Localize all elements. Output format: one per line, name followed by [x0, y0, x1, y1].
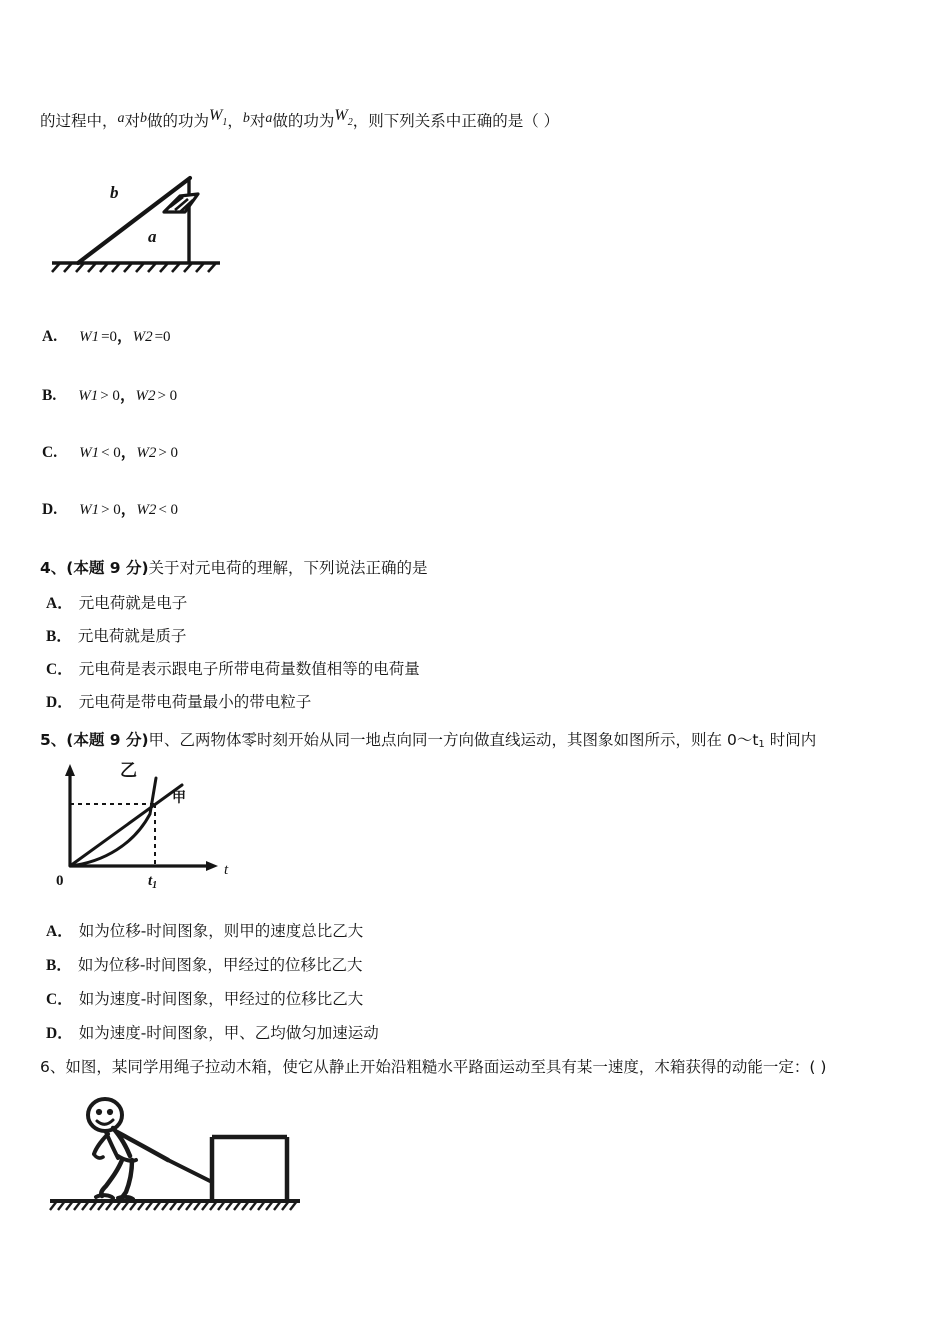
q3-option-d-label: D. — [42, 501, 58, 518]
q3-option-c-w2-sub: 2 — [148, 445, 157, 461]
q3-stem-prefix: 的过程中， — [40, 112, 118, 131]
q5-option-b-text: 如为位移-时间图象，甲经过的位移比乙大 — [77, 956, 363, 974]
q6-stem-text: 如图，某同学用绳子拉动木箱，使它从静止开始沿粗糙水平路面运动至具有某一速度，木箱获得的动能一定：( ) — [65, 1058, 827, 1076]
q5-option-d-label: D． — [46, 1025, 73, 1042]
x-axis-arrow — [206, 861, 218, 871]
person-arm-left — [94, 1134, 108, 1154]
q5-points: (本题 9 分) — [66, 731, 149, 749]
person-foot-front — [118, 1197, 133, 1199]
q3-w2-symbol: W — [334, 107, 348, 124]
q5-option-a[interactable] — [46, 919, 363, 941]
q3-option-b[interactable] — [42, 383, 177, 405]
q4-option-a-label: A． — [46, 595, 73, 612]
q3-option-a-label: A. — [42, 328, 58, 345]
q3-option-a-rel1: =0 — [101, 329, 118, 345]
curve-label-jia: 甲 — [172, 791, 186, 806]
incline-hypotenuse — [78, 178, 190, 263]
q3-option-c-w1: W — [79, 445, 92, 461]
incline-label-a: a — [148, 227, 157, 246]
q3-option-a-w2: W — [132, 329, 146, 345]
graph-tick-t1: $t_1$ — [148, 873, 158, 890]
q4-option-d-label: D． — [46, 694, 73, 711]
q3-w1-subscript: 1 — [222, 116, 228, 128]
graph-origin-label: 0 — [56, 873, 64, 889]
q3-option-b-w1: W — [78, 388, 91, 404]
q5-option-a-label: A． — [46, 923, 73, 940]
q6-figure-person-pulling-box — [40, 1090, 330, 1225]
person-eye-right — [107, 1109, 113, 1115]
q3-option-c-rel2: > 0 — [158, 445, 179, 461]
graph-x-axis-label: t — [224, 862, 229, 878]
q3-option-d-w1: W — [79, 502, 92, 518]
rope — [168, 1160, 212, 1182]
q3-option-b-label: B. — [42, 387, 57, 404]
q3-option-b-rel1: > 0 — [100, 388, 120, 404]
q5-figure-motion-graph — [42, 758, 257, 890]
q3-option-a-sep: ， — [117, 327, 133, 345]
q6-stem — [40, 1056, 826, 1079]
q4-option-b-label: B． — [46, 628, 72, 645]
q3-option-b-rel2: > 0 — [157, 388, 178, 404]
curve-label-yi: 乙 — [120, 761, 137, 780]
q6-number: 6、 — [40, 1058, 66, 1076]
q3-w1-symbol: W — [209, 107, 223, 124]
q3-option-b-w1-sub: 1 — [90, 388, 99, 404]
q4-option-c-text: 元电荷是表示跟电子所带电荷量数值相等的电荷量 — [78, 660, 420, 678]
q3-stem-mid4: 做的功为 — [272, 112, 335, 131]
q3-body-b: b — [140, 110, 148, 126]
q4-number: 4、 — [40, 559, 67, 577]
q4-points: (本题 9 分) — [66, 559, 149, 577]
q3-option-c-label: C. — [42, 444, 58, 461]
person-leg-front — [122, 1160, 132, 1198]
pulling-box-svg — [40, 1090, 330, 1225]
person-head — [88, 1099, 122, 1131]
q3-stem-comma1: ， — [227, 112, 243, 131]
q5-option-d-text: 如为速度-时间图象，甲、乙均做匀加速运动 — [78, 1024, 379, 1042]
q3-option-b-w2: W — [135, 388, 148, 404]
q5-option-b[interactable] — [46, 953, 362, 975]
q4-option-c-label: C． — [46, 661, 73, 678]
q4-option-c[interactable] — [46, 657, 420, 679]
q5-option-c-text: 如为速度-时间图象，甲经过的位移比乙大 — [78, 990, 364, 1008]
q3-option-c[interactable] — [42, 440, 178, 462]
q4-option-a-text: 元电荷就是电子 — [78, 594, 188, 612]
motion-graph-svg — [42, 758, 257, 890]
q3-w2-subscript: 2 — [347, 116, 353, 128]
person-eye-left — [96, 1109, 102, 1115]
q4-option-d-text: 元电荷是带电荷量最小的带电粒子 — [78, 693, 312, 711]
q4-stem — [40, 557, 428, 580]
q3-option-a-w1: W — [79, 329, 92, 345]
q4-option-a[interactable] — [46, 591, 187, 613]
curve-jia-straight-line — [70, 785, 182, 866]
q3-stem-mid3: 对 — [249, 112, 266, 131]
q3-option-d-w2: W — [136, 502, 149, 518]
person-leg-back — [101, 1160, 122, 1196]
person-hand-left — [94, 1154, 103, 1158]
q3-option-a-w2-sub: 2 — [145, 329, 153, 345]
q3-option-c-rel1: < 0 — [101, 445, 121, 461]
q5-option-c-label: C． — [46, 991, 73, 1008]
block-outline — [164, 194, 198, 212]
q3-option-c-sep: ， — [120, 443, 137, 461]
q3-option-c-w2: W — [136, 445, 149, 461]
q5-option-c[interactable] — [46, 987, 363, 1009]
q3-option-d-w1-sub: 1 — [91, 502, 100, 518]
q3-option-d-w2-sub: 2 — [148, 502, 157, 518]
q3-stem — [40, 104, 559, 134]
incline-label-b: b — [110, 183, 119, 202]
q5-stem — [40, 729, 816, 753]
q3-stem-mid2: 做的功为 — [147, 112, 210, 131]
q3-option-d-rel1: > 0 — [101, 502, 121, 518]
q3-stem-mid1: 对 — [124, 112, 141, 131]
q5-option-b-label: B． — [46, 957, 72, 974]
q5-stem-subscript: 1 — [758, 739, 765, 751]
q3-option-b-sep: ， — [119, 386, 136, 404]
q3-option-a-rel2: =0 — [154, 329, 171, 345]
q5-option-d[interactable] — [46, 1021, 379, 1043]
q5-stem-text-b: 时间内 — [764, 731, 817, 749]
q4-option-d[interactable] — [46, 690, 311, 712]
q3-body-b-2: b — [242, 110, 250, 126]
wooden-box — [212, 1137, 287, 1200]
q3-option-a[interactable] — [42, 324, 171, 346]
block-on-incline — [164, 194, 198, 212]
person-foot-back — [96, 1195, 113, 1198]
incline-diagram-svg — [38, 150, 258, 280]
curve-yi-concave-up — [70, 778, 156, 866]
q3-option-d-rel2: < 0 — [158, 502, 179, 518]
q3-figure-incline — [38, 150, 258, 280]
q3-option-d[interactable] — [42, 497, 178, 519]
q3-stem-tail: ，则下列关系中正确的是（ ） — [352, 112, 560, 131]
y-axis-arrow — [65, 764, 75, 776]
q5-stem-text-a: 甲、乙两物体零时刻开始从同一地点向同一方向做直线运动，其图象如图所示，则在 0～t — [148, 731, 759, 749]
q3-option-c-w1-sub: 1 — [91, 445, 100, 461]
q3-body-a: a — [117, 110, 125, 126]
q5-option-a-text: 如为位移-时间图象，则甲的速度总比乙大 — [78, 922, 364, 940]
q3-option-a-w1-sub: 1 — [91, 329, 100, 345]
q4-option-b[interactable] — [46, 624, 186, 646]
q4-stem-text: 关于对元电荷的理解，下列说法正确的是 — [148, 559, 428, 577]
q3-option-d-sep: ， — [120, 500, 137, 518]
q4-option-b-text: 元电荷就是质子 — [77, 627, 187, 645]
q3-option-b-w2-sub: 2 — [147, 388, 156, 404]
q5-number: 5、 — [40, 731, 67, 749]
q3-body-a-2: a — [265, 110, 273, 126]
